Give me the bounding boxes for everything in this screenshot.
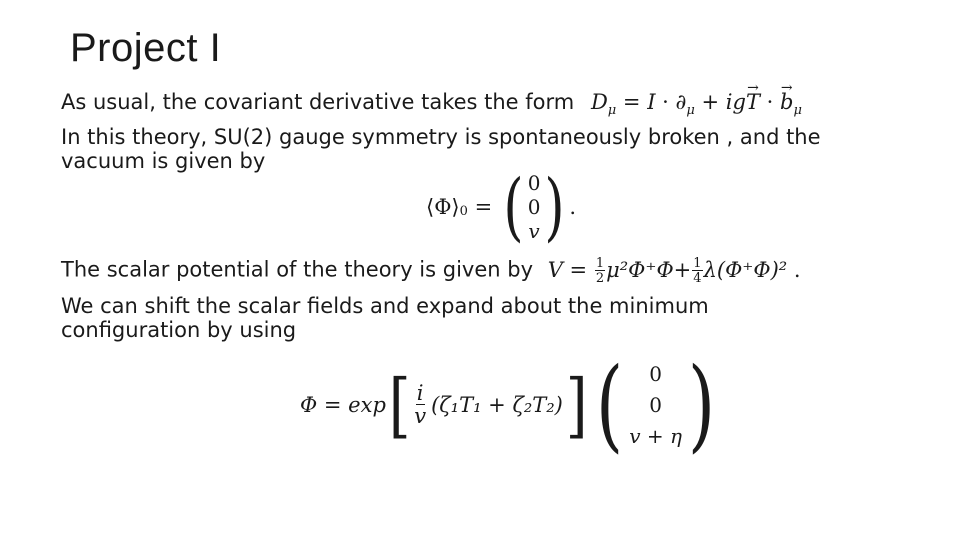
fraction-quarter: $\frac{1}{4}$ <box>693 256 702 286</box>
line-configuration: configuration by using <box>61 318 297 342</box>
fraction-half: $\frac{1}{2}$ <box>595 256 605 286</box>
line-scalar-potential <box>61 257 801 285</box>
left-bracket: [ <box>388 364 411 446</box>
fraction-i-over-v: $\frac{i}{v}$ <box>414 381 427 428</box>
right-paren: ) <box>544 164 565 250</box>
vector-T: → T <box>746 90 760 114</box>
left-paren-large: ( <box>596 346 624 463</box>
line-covariant-derivative <box>61 90 802 123</box>
vacuum-vector: 0 0 v <box>527 171 541 243</box>
text-scalar-potential: The scalar potential of the theory is given by <box>61 257 533 282</box>
line-shift-fields: We can shift the scalar fields and expand about the minimum <box>61 294 709 318</box>
formula-covariant-derivative: $D_\mu = I \cdot \partial_\mu + ig\to T$ · → $b_\mu$ <box>591 90 802 114</box>
vector-b: → b <box>780 90 793 114</box>
formula-vacuum: ⟨Φ⟩ $_0$ = ( 0 0 v ) . <box>426 164 577 250</box>
expansion-vector: 0 0 v + η <box>629 361 682 448</box>
line-symmetry-broken: In this theory, SU(2) gauge symmetry is spontaneously broken , and the <box>61 125 821 149</box>
right-bracket: ] <box>565 364 588 446</box>
text-covariant-derivative: As usual, the covariant derivative takes the form <box>61 90 575 114</box>
formula-expansion: Φ = exp [ $\frac{i}{v}$ (ζ₁T₁ + ζ₂T₂) ] ( 0 0 v + η ) <box>300 346 716 463</box>
left-paren: ( <box>503 164 524 250</box>
slide-title: Project I <box>70 26 222 70</box>
right-paren-large: ) <box>687 346 716 463</box>
line-vacuum-given: vacuum is given by <box>61 149 266 173</box>
formula-potential: V = $\frac{1}{2}$ μ²Φ⁺Φ+ $\frac{1}{4}$ λ(Φ⁺Φ)² . <box>547 256 801 286</box>
